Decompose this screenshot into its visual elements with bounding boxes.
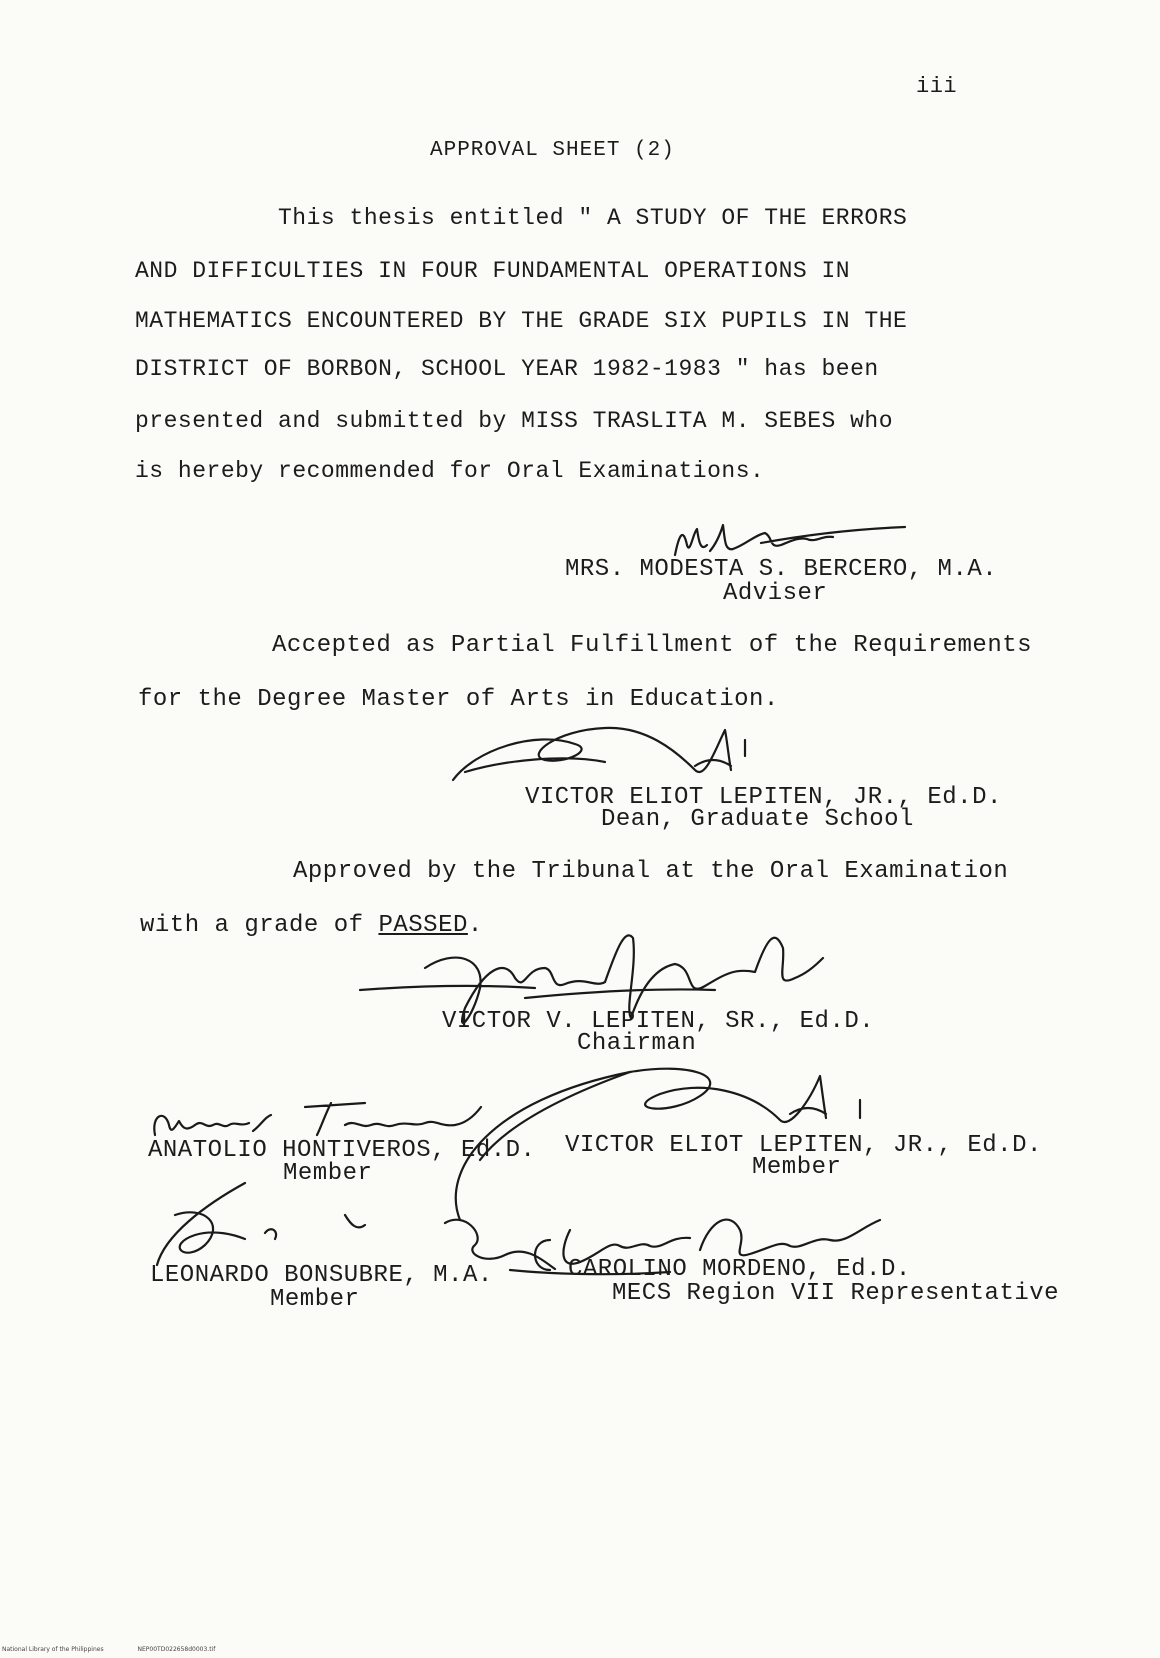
grade-suffix: . <box>467 912 483 939</box>
body-line: is hereby recommended for Oral Examinations. <box>135 458 765 484</box>
member-name: LEONARDO BONSUBRE, M.A. <box>150 1262 493 1289</box>
dean-role: Dean, Graduate School <box>601 806 914 833</box>
member-role: Member <box>283 1160 373 1187</box>
body-line: MATHEMATICS ENCOUNTERED BY THE GRADE SIX PUPILS IN THE <box>135 308 908 334</box>
dean-name: VICTOR ELIOT LEPITEN, JR., Ed.D. <box>525 784 1002 811</box>
page-number: iii <box>916 74 958 99</box>
member-role: Member <box>270 1286 360 1313</box>
member-role: Member <box>752 1154 842 1181</box>
document-title: APPROVAL SHEET (2) <box>430 139 675 162</box>
member-name: ANATOLIO HONTIVEROS, Ed.D. <box>148 1137 536 1164</box>
member-name: CAROLINO MORDENO, Ed.D. <box>568 1256 911 1283</box>
dean-signature <box>445 710 765 790</box>
body-line: presented and submitted by MISS TRASLITA M. SEBES who <box>135 408 894 434</box>
chairman-name: VICTOR V. LEPITEN, SR., Ed.D. <box>442 1008 875 1035</box>
body-line: This thesis entitled " A STUDY OF THE ERRORS <box>278 205 908 231</box>
member-name: VICTOR ELIOT LEPITEN, JR., Ed.D. <box>565 1132 1042 1159</box>
grade-line <box>140 912 483 939</box>
body-line: AND DIFFICULTIES IN FOUR FUNDAMENTAL OPERATIONS IN <box>135 258 851 284</box>
adviser-role: Adviser <box>723 580 828 607</box>
footer <box>2 1646 247 1653</box>
member-role: MECS Region VII Representative <box>612 1280 1060 1307</box>
chairman-role: Chairman <box>577 1030 697 1057</box>
adviser-name: MRS. MODESTA S. BERCERO, M.A. <box>565 556 998 583</box>
acceptance-line: for the Degree Master of Arts in Education. <box>138 686 779 713</box>
footer-filename: NEP00TD022658d0003.tif <box>137 1646 216 1653</box>
grade-value: PASSED <box>378 912 468 939</box>
acceptance-line: Accepted as Partial Fulfillment of the Requirements <box>272 632 1033 659</box>
approval-text: Approved by the Tribunal at the Oral Examination <box>293 858 1009 885</box>
grade-prefix: with a grade of <box>140 912 364 939</box>
footer-library: National Library of the Philippines <box>2 1646 104 1653</box>
body-line: DISTRICT OF BORBON, SCHOOL YEAR 1982-1983 " has been <box>135 356 879 382</box>
